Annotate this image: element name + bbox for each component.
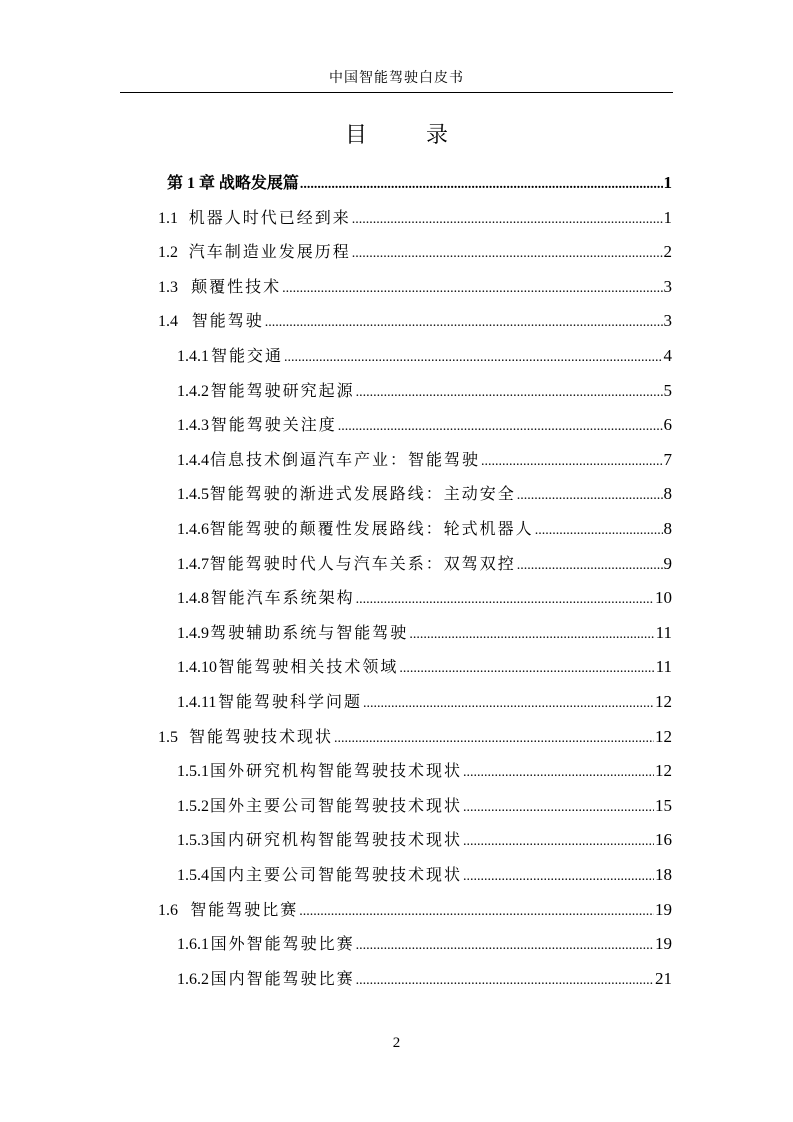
toc-entry-page: 12 [655,761,672,781]
toc-entry-title: 驾驶辅助系统与智能驾驶 [210,622,409,642]
toc-entry[interactable] [158,898,672,922]
toc-entry-number: 1.1 [158,209,178,227]
toc-entry-title: 机器人时代已经到来 [188,207,351,227]
toc-entry[interactable] [167,171,672,195]
running-header: 中国智能驾驶白皮书 [329,70,464,86]
toc-entry[interactable] [158,725,672,749]
toc-entry-leader-dots [409,623,654,647]
toc-entry-leader-dots [517,554,663,578]
toc-entry-title: 颠覆性技术 [191,276,282,296]
toc-entry-number: 1.6.1 [177,936,209,954]
toc-entry-leader-dots [363,692,654,716]
toc-entry[interactable] [177,759,672,783]
toc-entry-page: 8 [663,484,672,504]
toc-entry[interactable] [158,309,672,333]
toc-entry[interactable] [177,344,672,368]
toc-entry-number: 1.5.1 [177,763,209,781]
toc-entry-title: 国内智能驾驶比赛 [210,968,355,988]
toc-title: 目 录 [345,123,474,148]
toc-entry-title: 智能驾驶技术现状 [189,726,334,746]
toc-entry[interactable] [177,967,672,991]
toc-entry-number: 第 1 章 [167,175,216,192]
toc-entry-title: 国内主要公司智能驾驶技术现状 [210,865,463,884]
toc-entry-leader-dots [334,727,654,751]
toc-entry-number: 1.4.3 [177,417,209,435]
toc-entry-number: 1.6 [158,901,178,919]
toc-entry-title: 汽车制造业发展历程 [188,242,351,262]
toc-entry[interactable] [177,448,672,472]
toc-entry-leader-dots [265,311,663,335]
toc-entry-number: 1.4.9 [177,624,209,642]
header-rule [120,92,673,93]
toc-entry-title: 国外研究机构智能驾驶技术现状 [210,761,463,781]
toc-entry-leader-dots [481,450,663,474]
toc-entry-page: 7 [663,449,672,469]
toc-entry[interactable] [177,482,672,506]
toc-entry-leader-dots [356,588,654,612]
toc-entry-page: 1 [663,207,672,227]
toc-entry-number: 1.2 [158,244,178,262]
toc-entry-page: 6 [663,415,672,435]
toc-entry-title: 智能驾驶 [191,311,264,331]
toc-entry-page: 4 [663,346,672,365]
toc-entry[interactable] [177,655,672,679]
toc-entry-page: 19 [655,934,672,954]
toc-entry-number: 1.4.8 [177,590,209,608]
toc-entry-leader-dots [463,865,654,889]
toc-entry[interactable] [177,932,672,956]
toc-entry-page: 10 [655,588,672,608]
toc-entry-title: 智能驾驶的颠覆性发展路线：轮式机器人 [209,519,534,538]
toc-entry-page: 12 [655,726,672,746]
toc-entry-title: 信息技术倒逼汽车产业：智能驾驶 [209,449,480,469]
toc-entry[interactable] [158,206,672,230]
toc-entry[interactable] [177,552,672,576]
toc-entry-page: 1 [663,173,672,192]
toc-entry-title: 智能汽车系统架构 [210,588,355,608]
toc-entry-title: 智能驾驶研究起源 [210,380,355,400]
toc-entry-number: 1.5 [158,728,178,746]
toc-entry[interactable] [158,240,672,264]
toc-entry-page: 5 [663,380,672,400]
toc-entry-leader-dots [300,173,663,197]
toc-entry[interactable] [177,517,672,541]
toc-entry[interactable] [158,275,672,299]
toc-entry-page: 21 [655,968,672,988]
toc-entry-page: 15 [655,795,672,815]
toc-entry[interactable] [177,828,672,852]
toc-entry-leader-dots [338,415,663,439]
toc-entry-leader-dots [356,969,654,993]
toc-entry-page: 11 [655,657,672,677]
toc-entry-number: 1.5.4 [177,867,209,884]
toc-entry-number: 1.5.3 [177,832,209,850]
toc-entry-number: 1.4.6 [177,521,209,538]
toc-entry-title: 智能驾驶比赛 [190,899,299,919]
toc-entry[interactable] [177,586,672,610]
toc-entry-number: 1.4.7 [177,555,209,573]
toc-entry-number: 1.3 [158,278,178,296]
toc-entry-page: 19 [655,899,672,919]
toc-entry-number: 1.4.1 [177,348,209,365]
toc-entry-leader-dots [535,519,663,543]
toc-entry-title: 国外智能驾驶比赛 [210,934,355,954]
toc-entry-title: 国内研究机构智能驾驶技术现状 [210,830,463,850]
toc-entry-page: 9 [663,553,672,573]
toc-entry-number: 1.4.10 [177,659,217,677]
toc-entry-page: 8 [663,519,672,538]
toc-entry-leader-dots [356,934,654,958]
toc-entry-page: 16 [655,830,672,850]
toc-entry[interactable] [177,621,672,645]
toc-entry-number: 1.4.5 [177,486,209,504]
toc-entry-number: 1.6.2 [177,970,209,988]
toc-entry-page: 2 [663,242,672,262]
toc-entry[interactable] [177,379,672,403]
toc-entry[interactable] [177,863,672,887]
toc-entry-leader-dots [284,346,662,370]
toc-entry-page: 11 [655,622,672,642]
toc-entry[interactable] [177,413,672,437]
toc-entry-page: 3 [663,311,672,331]
toc-entry-title: 智能驾驶科学问题 [217,692,362,711]
toc-entry-leader-dots [352,208,663,232]
toc-entry[interactable] [177,794,672,818]
toc-entry-number: 1.4.11 [177,694,217,711]
toc-entry-title: 战略发展篇 [218,173,299,192]
toc-entry-number: 1.5.2 [177,797,209,815]
toc-entry-number: 1.4 [158,313,178,331]
toc-entry-title: 智能驾驶相关技术领域 [218,657,399,677]
toc-entry-leader-dots [356,381,663,405]
toc-entry-leader-dots [299,900,654,924]
toc-entry-leader-dots [399,657,654,681]
toc-entry-title: 智能交通 [211,346,284,365]
toc-entry-leader-dots [463,830,654,854]
toc-entry-title: 国外主要公司智能驾驶技术现状 [210,795,463,815]
toc-entry-leader-dots [282,277,662,301]
page-number: 2 [392,1035,401,1051]
toc-entry-leader-dots [463,796,654,820]
toc-entry-page: 18 [655,865,672,884]
toc-entry-leader-dots [352,242,663,266]
toc-entry-title: 智能驾驶的渐进式发展路线：主动安全 [209,484,516,504]
toc-entry-title: 智能驾驶时代人与汽车关系：双驾双控 [209,553,516,573]
toc-entry-page: 3 [663,276,672,296]
toc-entry-title: 智能驾驶关注度 [210,415,337,435]
toc-entry-leader-dots [463,761,654,785]
toc-entry-page: 12 [655,692,672,711]
toc-entry[interactable] [177,690,672,714]
toc-entry-number: 1.4.2 [177,382,209,400]
toc-entry-number: 1.4.4 [177,451,209,469]
toc-entry-leader-dots [517,484,663,508]
